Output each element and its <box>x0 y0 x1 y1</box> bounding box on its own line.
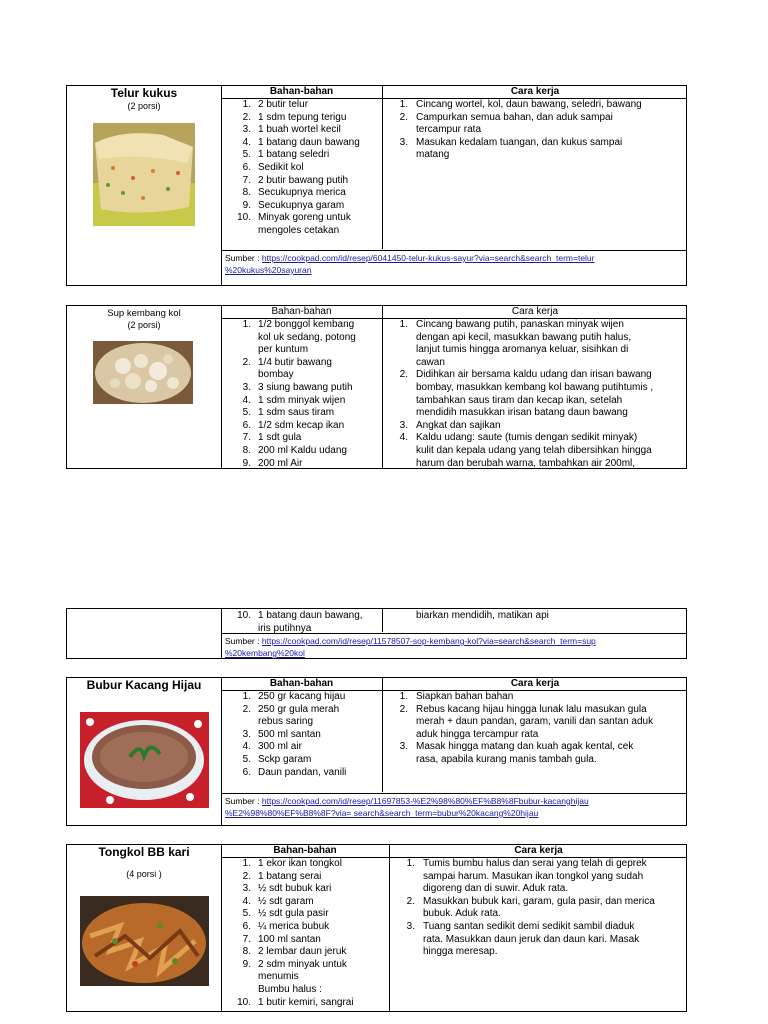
ingredient-list <box>221 691 381 779</box>
list-item <box>221 319 381 357</box>
item-number: 5. <box>242 908 251 920</box>
recipe-title: Telur kukus <box>110 86 178 100</box>
item-text: 200 ml Kaldu udang <box>258 444 347 456</box>
item-text: 200 ml Air <box>258 457 303 469</box>
item-number: 5. <box>242 407 251 419</box>
ingredient-list-cont <box>221 610 381 635</box>
item-text: 1 batang daun bawang <box>258 136 360 148</box>
item-number: 6. <box>242 161 251 173</box>
item-number: 3. <box>242 728 251 740</box>
list-item <box>382 137 687 162</box>
item-text: 2 butir bawang putih <box>258 174 349 186</box>
list-item <box>221 382 381 395</box>
list-item <box>221 754 381 767</box>
item-text: Campurkan semua bahan, dan aduk sampai tercampur rata <box>416 111 613 136</box>
list-item <box>221 896 388 909</box>
list-item <box>221 921 388 934</box>
item-number: 3. <box>399 136 408 148</box>
list-item <box>221 883 388 896</box>
item-text: 1 buah wortel kecil <box>258 124 341 136</box>
item-number: 2. <box>242 356 251 368</box>
item-number: 1. <box>242 691 251 702</box>
step-list <box>382 691 687 767</box>
list-item <box>389 921 687 959</box>
item-text: 1 ekor ikan tongkol <box>258 858 342 869</box>
list-item <box>221 212 381 237</box>
source-citation <box>225 635 596 659</box>
list-item <box>221 162 381 175</box>
item-text: 2 sdm minyak untuk menumis Bumbu halus : <box>258 958 347 995</box>
step-continued: biarkan mendidih, matikan api <box>416 610 549 621</box>
sup-kembang-kol-photo <box>93 341 193 404</box>
cara-header: Cara kerja <box>510 678 560 689</box>
list-item <box>221 458 381 471</box>
item-text: Daun pandan, vanili <box>258 766 347 778</box>
source-label: Sumber : <box>225 253 260 263</box>
list-item <box>382 741 687 766</box>
recipe-table-sup-kembang-kol-continued <box>66 608 687 659</box>
item-number: 4. <box>242 136 251 148</box>
item-number: 1. <box>242 319 251 330</box>
list-item <box>221 200 381 213</box>
cara-header: Cara kerja <box>511 306 559 317</box>
item-number: 2. <box>242 870 251 882</box>
item-text: Didihkan air bersama kaldu udang dan irisan bawang bombay, masukkan kembang kol bawang putihtumis , tambahkan saus tiram dan kecap ikan, setelah mendidih masukkan irisan batang daun bawang <box>416 369 654 419</box>
list-item <box>221 704 381 729</box>
recipe-table-sup-kembang-kol <box>66 305 687 469</box>
item-text: 1 sdm minyak wijen <box>258 394 346 406</box>
item-text: Secukupnya garam <box>258 199 345 211</box>
item-number: 1. <box>399 99 408 110</box>
recipe-portion: (2 porsi) <box>127 320 161 330</box>
item-text: 2 lembar daun jeruk <box>258 946 347 958</box>
source-label: Sumber : <box>225 636 260 646</box>
item-text: Masukkan bubuk kari, garam, gula pasir, dan merica bubuk. Aduk rata. <box>423 895 655 920</box>
item-text: Minyak goreng untuk mengoles cetakan <box>258 212 351 236</box>
recipe-title: Sup kembang kol <box>107 308 181 319</box>
item-number: 5. <box>242 149 251 161</box>
item-text: 1 sdm saus tiram <box>258 407 335 419</box>
item-text: 2 butir telur <box>258 99 309 110</box>
item-number: 9. <box>242 457 251 469</box>
item-text: 1/2 bonggol kembang kol uk sedang, potong per kuntum <box>258 319 356 356</box>
item-text: ½ sdt garam <box>258 895 314 907</box>
list-item <box>382 432 687 469</box>
recipe-title: Bubur Kacang Hijau <box>86 678 202 692</box>
list-item <box>221 149 381 162</box>
item-text: 1/2 sdm kecap ikan <box>258 419 345 431</box>
recipe-table-telur-kukus <box>66 85 687 286</box>
recipe-table-tongkol-bb-kari <box>66 844 687 1012</box>
step-list <box>389 858 687 959</box>
item-text: Tuang santan sedikit demi sedikit sambil diaduk rata. Masukkan daun jeruk dan daun kari. Masak hingga meresap. <box>423 920 640 958</box>
item-number: 10. <box>237 212 251 224</box>
item-number: 4. <box>399 432 408 444</box>
item-number: 4. <box>242 895 251 907</box>
source-divider <box>221 250 686 251</box>
list-item <box>221 908 388 921</box>
item-number: 8. <box>242 187 251 199</box>
step-list <box>382 99 687 162</box>
list-item <box>221 137 381 150</box>
list-item <box>221 407 381 420</box>
source-label: Sumber : <box>225 796 260 806</box>
item-number: 3. <box>242 124 251 136</box>
item-number: 2. <box>242 111 251 123</box>
bahan-header: Bahan-bahan <box>269 678 334 689</box>
recipe-table-bubur-kacang-hijau <box>66 677 687 826</box>
item-text: 300 ml air <box>258 741 302 753</box>
item-text: Masak hingga matang dan kuah agak kental, cek rasa, apabila kurang manis tambah gula. <box>416 741 634 765</box>
item-text: 250 gr gula merah rebus saring <box>258 703 340 728</box>
item-number: 2. <box>399 703 408 715</box>
item-text: Secukupnya merica <box>258 187 346 199</box>
item-number: 1. <box>406 858 415 869</box>
item-text: 500 ml santan <box>258 728 321 740</box>
item-text: Sedikit kol <box>258 161 304 173</box>
list-item <box>382 319 687 369</box>
item-text: Masukan kedalam tuangan, dan kukus sampai matang <box>416 136 623 161</box>
item-number: 6. <box>242 419 251 431</box>
step-list <box>382 319 687 469</box>
ingredient-list <box>221 858 388 1009</box>
list-item <box>382 420 687 433</box>
item-number: 2. <box>399 369 408 381</box>
item-text: 1 butir kemiri, sangrai <box>258 996 354 1008</box>
list-item <box>389 896 687 921</box>
list-item <box>389 858 687 896</box>
item-number: 7. <box>242 174 251 186</box>
bahan-header: Bahan-bahan <box>271 306 332 317</box>
item-text: Sckp garam <box>258 753 312 765</box>
list-item: 10. 1 batang daun bawang, iris putihnya <box>237 610 363 634</box>
item-number: 1. <box>399 319 408 330</box>
bahan-header: Bahan-bahan <box>273 845 337 856</box>
item-number: 1. <box>242 99 251 110</box>
list-item <box>221 767 381 780</box>
source-citation <box>225 252 595 276</box>
item-text: Angkat dan sajikan <box>416 419 501 431</box>
list-item <box>221 741 381 754</box>
column-divider <box>382 609 383 632</box>
item-number: 3. <box>242 381 251 393</box>
list-item <box>221 445 381 458</box>
bahan-header: Bahan-bahan <box>269 86 334 97</box>
item-text: ½ sdt gula pasir <box>258 908 329 920</box>
source-link-cont[interactable]: %E2%98%80%EF%B8%8F?via= search&search_term=bubur%20kacang%20hijau <box>225 808 539 818</box>
item-number: 3. <box>242 883 251 895</box>
item-number: 1. <box>399 691 408 702</box>
source-divider <box>221 793 686 794</box>
item-text: Cincang bawang putih, panaskan minyak wijen dengan api kecil, masukkan bawang putih halus, lanjut tumis hingga aromanya keluar, sisihkan di cawan <box>416 319 632 368</box>
list-item <box>382 369 687 419</box>
item-number: 2. <box>242 703 251 715</box>
source-link-cont[interactable]: %20kukus%20sayuran <box>225 265 312 275</box>
source-link[interactable]: https://cookpad.com/id/resep/11578507-sop-kembang-kol?via=search&search_term=sup <box>261 636 596 646</box>
source-link-cont[interactable]: %20kembang%20kol <box>225 648 305 658</box>
list-item <box>221 420 381 433</box>
item-number: 3. <box>399 419 408 431</box>
cara-header: Cara kerja <box>510 86 560 97</box>
list-item <box>221 691 381 704</box>
item-text: Tumis bumbu halus dan serai yang telah di geprek sampai harum. Masukan ikan tongkol yang sudah digoreng dan di suwir. Aduk rata. <box>423 858 647 895</box>
list-item <box>221 357 381 382</box>
source-citation <box>225 795 589 819</box>
item-number: 3. <box>406 920 415 932</box>
item-number: 4. <box>242 741 251 753</box>
item-number: 3. <box>399 741 408 753</box>
item-text: 1/4 butir bawang bombay <box>258 356 332 381</box>
bubur-kacang-hijau-photo <box>80 712 209 808</box>
list-item <box>221 858 388 871</box>
list-item <box>221 432 381 445</box>
tongkol-kari-photo <box>80 896 209 986</box>
item-number: 5. <box>242 753 251 765</box>
list-item <box>382 704 687 742</box>
list-item <box>382 99 687 112</box>
item-number: 6. <box>242 766 251 778</box>
item-number: 2. <box>399 111 408 123</box>
item-number: 7. <box>242 933 251 945</box>
item-text: Rebus kacang hijau hingga lunak lalu masukan gula merah + daun pandan, garam, vanili dan santan aduk aduk hingga tercampur rata <box>416 703 654 740</box>
list-item <box>221 997 388 1010</box>
list-item <box>221 959 388 997</box>
item-text: 1 batang serai <box>258 870 322 882</box>
list-item <box>221 934 388 947</box>
cara-header: Cara kerja <box>514 845 563 856</box>
list-item <box>221 99 381 112</box>
telur-kukus-photo <box>93 123 195 226</box>
ingredient-list <box>221 319 381 470</box>
source-link[interactable]: https://cookpad.com/id/resep/6041450-telur-kukus-sayur?via=search&search_term=telur <box>261 253 595 263</box>
item-text: 1 sdt gula <box>258 432 302 444</box>
item-number: 2. <box>406 895 415 907</box>
list-item <box>221 946 388 959</box>
item-text: 1 sdm tepung terigu <box>258 111 347 123</box>
item-number: 6. <box>242 920 251 932</box>
recipe-title: Tongkol BB kari <box>98 845 190 859</box>
item-number: 9. <box>242 958 251 970</box>
list-item <box>221 187 381 200</box>
item-number: 4. <box>242 394 251 406</box>
list-item <box>382 691 687 704</box>
ingredient-list <box>221 99 381 238</box>
item-text: ¼ merica bubuk <box>258 920 330 932</box>
item-number: 8. <box>242 946 251 958</box>
item-text: 3 siung bawang putih <box>258 381 353 393</box>
source-link[interactable]: https://cookpad.com/id/resep/11697853-%E2%98%80%EF%B8%8Fbubur-kacanghijau <box>261 796 589 806</box>
item-text: 250 gr kacang hijau <box>258 691 346 702</box>
list-item <box>221 112 381 125</box>
list-item <box>221 729 381 742</box>
recipe-portion: (4 porsi ) <box>126 869 162 879</box>
item-number: 1. <box>242 858 251 869</box>
item-text: Siapkan bahan bahan <box>416 691 514 702</box>
list-item <box>382 112 687 137</box>
list-item <box>221 124 381 137</box>
item-number: 7. <box>242 432 251 444</box>
item-text: 100 ml santan <box>258 933 321 945</box>
item-number: 8. <box>242 444 251 456</box>
item-number: 9. <box>242 199 251 211</box>
item-text: ½ sdt bubuk kari <box>258 883 332 895</box>
item-text: Cincang wortel, kol, daun bawang, seledri, bawang <box>416 99 642 110</box>
list-item <box>221 395 381 408</box>
list-item <box>221 871 388 884</box>
recipe-portion: (2 porsi) <box>127 101 161 111</box>
list-item <box>221 175 381 188</box>
item-text: 1 batang seledri <box>258 149 330 161</box>
item-text: Kaldu udang: saute (tumis dengan sedikit minyak) kulit dan kepala udang yang telah dibersihkan hingga harum dan berubah warna, tambahkan air 200ml, <box>416 432 652 469</box>
item-number: 10. <box>237 996 251 1008</box>
